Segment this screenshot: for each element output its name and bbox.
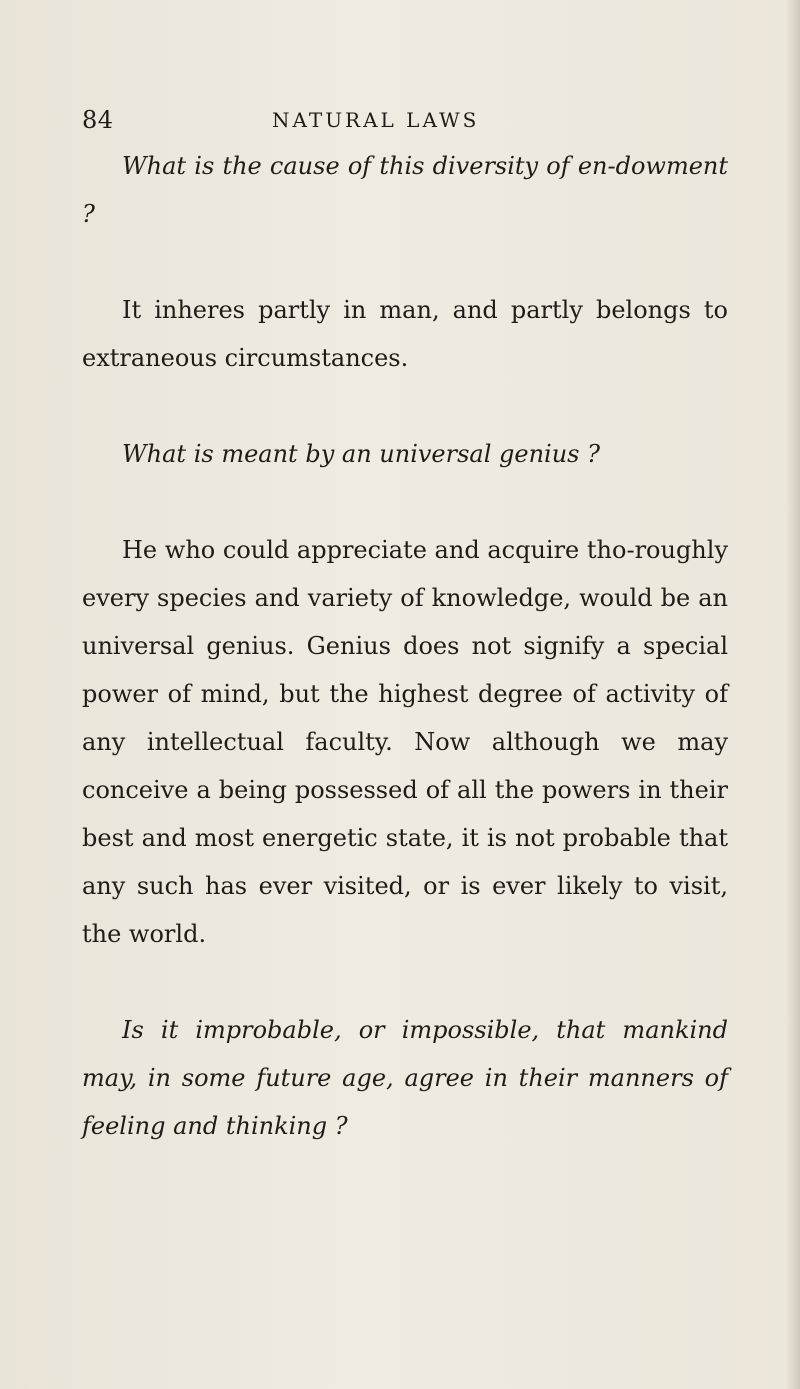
question-2: What is meant by an universal genius ? bbox=[122, 440, 600, 468]
answer-2: He who could appreciate and acquire tho-roughly every species and variety of knowledge, would be an universal genius. Genius does not signify a special power of mind, but the highest degree of activity of any intellectual faculty. Now although we may conceive a being possessed of all the powers in their best and most energetic state, it is not probable that any such has ever visited, or is ever likely to visit, the world. bbox=[82, 536, 728, 948]
question-1: What is the cause of this diversity of en-dowment ? bbox=[82, 152, 728, 228]
page-edge-shadow bbox=[786, 0, 800, 1389]
page-number: 84 bbox=[82, 106, 114, 134]
page-header bbox=[82, 106, 722, 142]
running-title: NATURAL LAWS bbox=[272, 108, 480, 132]
question-3: Is it improbable, or impossible, that mankind may, in some future age, agree in their manners of feeling and thinking ? bbox=[82, 1016, 728, 1140]
answer-1: It inheres partly in man, and partly belongs to extraneous circumstances. bbox=[82, 296, 728, 372]
page-body bbox=[82, 142, 728, 1198]
